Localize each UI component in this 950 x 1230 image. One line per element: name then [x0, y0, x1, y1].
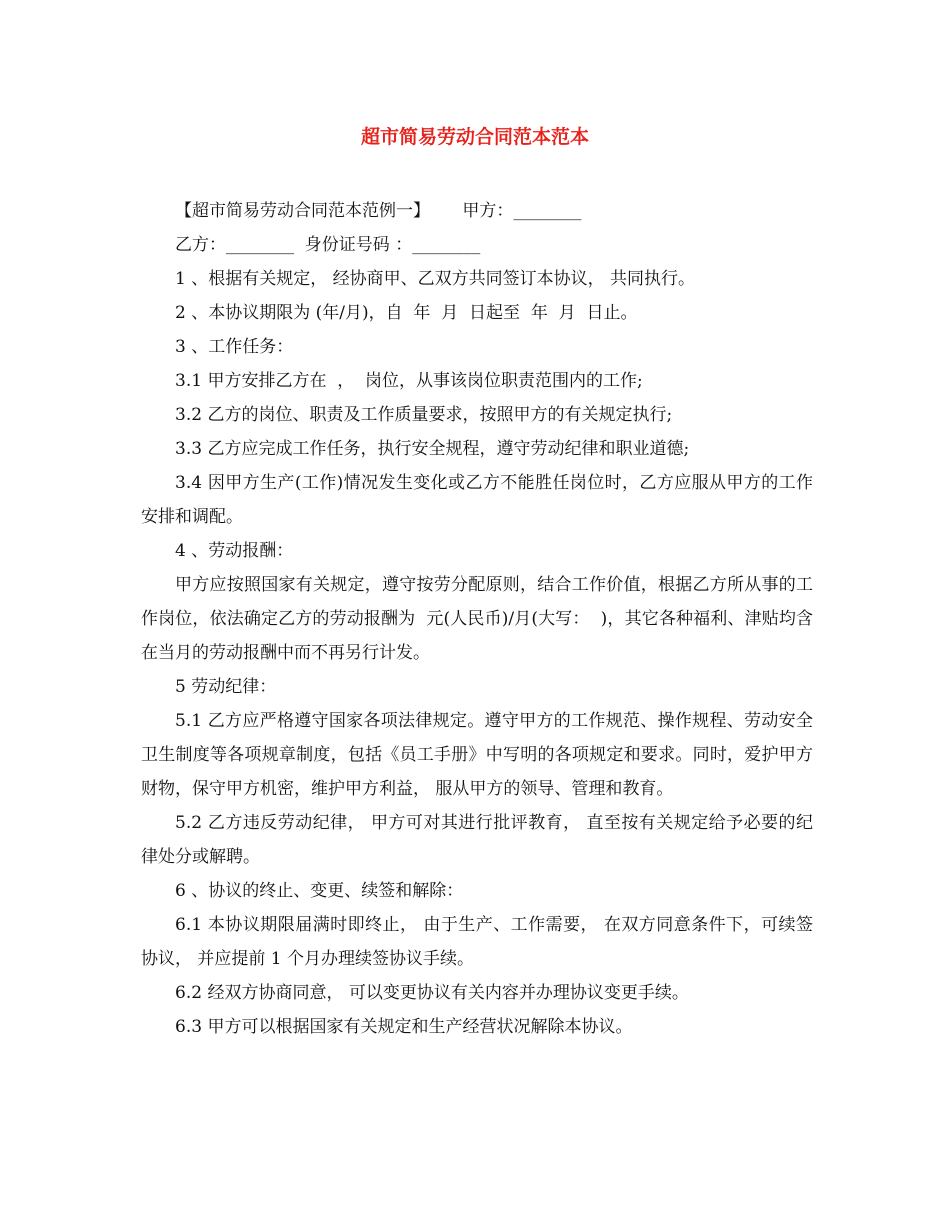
paragraph: 3.4 因甲方生产(工作)情况发生变化或乙方不能胜任岗位时，乙方应服从甲方的工作安排和调配。: [141, 473, 813, 527]
paragraph: 6.3 甲方可以根据国家有关规定和生产经营状况解除本协议。: [175, 1017, 633, 1037]
paragraph: 3.2 乙方的岗位、职责及工作质量要求，按照甲方的有关规定执行;: [175, 405, 673, 425]
paragraph: 4 、劳动报酬：: [175, 541, 294, 561]
paragraph: 【超市简易劳动合同范本范例一】 甲方：________: [175, 201, 582, 221]
document-title: 超市简易劳动合同范本范本: [360, 126, 589, 148]
paragraph: 甲方应按照国家有关规定，遵守按劳分配原则，结合工作价值，根据乙方所从事的工作岗位，依法确定乙方的劳动报酬为 元(人民币)/月(大写： )，其它各种福利、津贴均含在当月的劳动报酬中而不再另行计发。: [141, 575, 813, 663]
paragraph: 5.2 乙方违反劳动纪律， 甲方可对其进行批评教育， 直至按有关规定给予必要的纪律处分或解聘。: [141, 813, 813, 867]
paragraph: 6.2 经双方协商同意， 可以变更协议有关内容并办理协议变更手续。: [175, 983, 689, 1003]
paragraph: 3 、工作任务：: [175, 337, 294, 357]
paragraph: 1 、根据有关规定， 经协商甲、乙双方共同签订本协议， 共同执行。: [175, 269, 696, 289]
paragraph: 5 劳动纪律：: [175, 677, 277, 697]
paragraph: 3.1 甲方安排乙方在 ， 岗位，从事该岗位职责范围内的工作;: [175, 371, 643, 391]
paragraph: 乙方：________ 身份证号码 ：________: [175, 235, 481, 255]
document-body: [141, 194, 813, 1044]
paragraph: 2 、本协议期限为 (年/月)，自 年 月 日起至 年 月 日止。: [175, 303, 638, 323]
paragraph: 6 、协议的终止、变更、续签和解除：: [175, 881, 464, 901]
paragraph: 3.3 乙方应完成工作任务，执行安全规程，遵守劳动纪律和职业道德;: [175, 439, 690, 459]
paragraph: 6.1 本协议期限届满时即终止， 由于生产、工作需要， 在双方同意条件下，可续签协议， 并应提前 1 个月办理续签协议手续。: [141, 915, 813, 969]
paragraph: 5.1 乙方应严格遵守国家各项法律规定。遵守甲方的工作规范、操作规程、劳动安全卫生制度等各项规章制度，包括《员工手册》中写明的各项规定和要求。同时，爱护甲方财物，保守甲方机密，维护甲方利益， 服从甲方的领导、管理和教育。: [141, 711, 813, 799]
